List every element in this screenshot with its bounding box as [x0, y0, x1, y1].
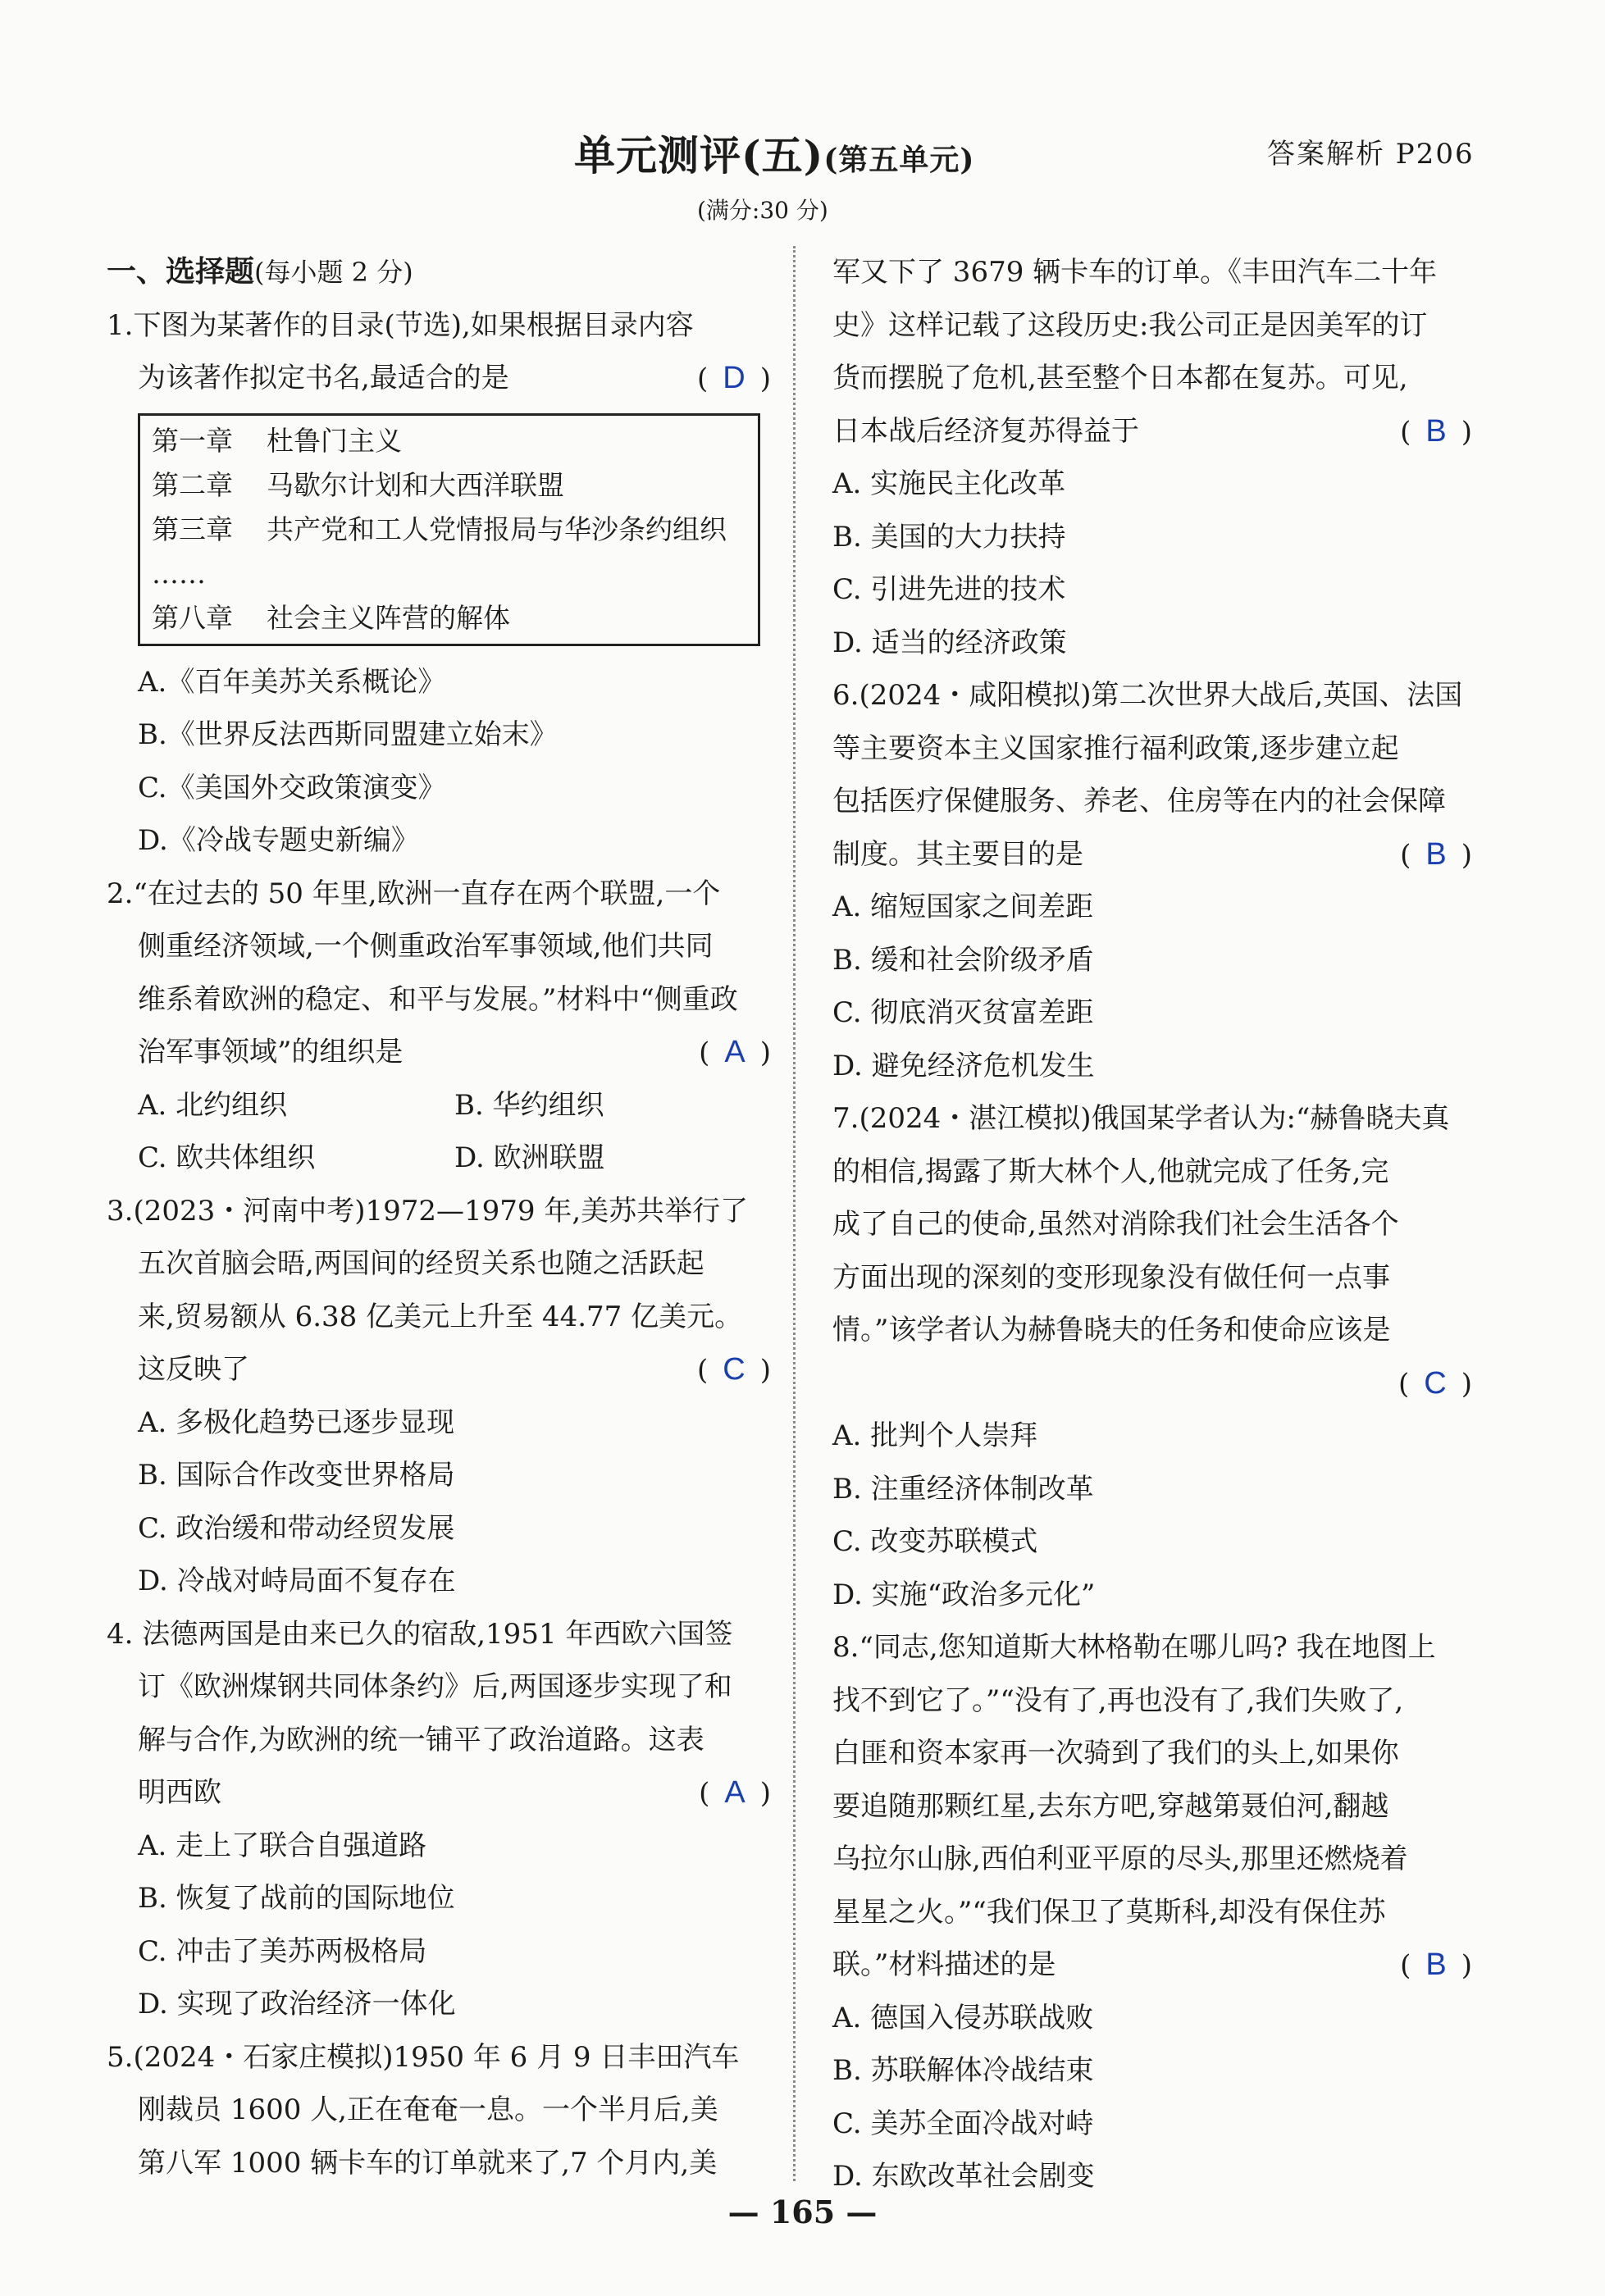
question-2 — [107, 868, 771, 1185]
table-of-contents-box — [138, 413, 760, 646]
option: B. 缓和社会阶级矛盾 — [832, 943, 1094, 977]
option: B. 恢复了战前的国际地位 — [138, 1882, 455, 1915]
option: A. 德国入侵苏联战败 — [832, 2001, 1094, 2034]
question-line — [832, 1938, 1472, 1992]
question-line: 刚裁员 1600 人,正在奄奄一息。一个半月后,美 — [138, 2093, 718, 2126]
option: A. 批判个人崇拜 — [832, 1419, 1038, 1452]
option: D. 避免经济危机发生 — [832, 1049, 1095, 1082]
toc-title: 杜鲁门主义 — [267, 424, 402, 457]
question-text: 联。”材料描述的是 — [832, 1948, 1056, 1981]
question-5 — [107, 2031, 771, 2190]
option: B. 苏联解体冷战结束 — [832, 2054, 1094, 2087]
question-line: 1.下图为某著作的目录(节选),如果根据目录内容 — [107, 308, 694, 342]
question-7 — [832, 1092, 1472, 1621]
question-line: 等主要资本主义国家推行福利政策,逐步建立起 — [832, 731, 1399, 765]
full-score: (满分:30 分) — [697, 197, 828, 224]
option: C. 欧共体组织 — [138, 1141, 316, 1174]
answer-reference: 答案解析 P206 — [1267, 138, 1475, 171]
question-line: 8.“同志,您知道斯大林格勒在哪儿吗? 我在地图上 — [832, 1631, 1436, 1664]
question-line — [107, 1343, 771, 1396]
option: B. 国际合作改变世界格局 — [138, 1459, 455, 1492]
answer-letter: A — [724, 1035, 746, 1069]
answer-letter: D — [723, 361, 746, 395]
option: A.《百年美苏关系概论》 — [138, 665, 446, 699]
answer-blank: ( C ) — [697, 1352, 771, 1387]
option: C. 政治缓和带动经贸发展 — [138, 1511, 455, 1545]
question-8 — [832, 1621, 1472, 2203]
question-line: 2.“在过去的 50 年里,欧洲一直存在两个联盟,一个 — [107, 877, 721, 910]
option: C. 美苏全面冷战对峙 — [832, 2107, 1094, 2140]
option: D. 欧洲联盟 — [454, 1141, 605, 1174]
toc-row — [152, 508, 746, 552]
question-line: 侧重经济领域,一个侧重政治军事领域,他们共同 — [138, 930, 714, 963]
question-6 — [832, 669, 1472, 1092]
column-divider — [793, 246, 796, 2181]
question-line: 货而摆脱了危机,甚至整个日本都在复苏。可见, — [832, 362, 1408, 394]
question-line: 星星之火。”“我们保卫了莫斯科,却没有保住苏 — [832, 1895, 1386, 1929]
page-title — [574, 123, 974, 182]
question-1 — [107, 299, 771, 868]
toc-row — [152, 552, 746, 596]
option: B. 美国的大力扶持 — [832, 520, 1066, 554]
question-line: 五次首脑会晤,两国间的经贸关系也随之活跃起 — [138, 1247, 704, 1280]
answer-blank: ( C ) — [1398, 1365, 1472, 1401]
option-row — [107, 1079, 771, 1132]
unit-subtitle: (第五单元) — [823, 143, 975, 177]
question-line: 3.(2023・河南中考)1972—1979 年,美苏共举行了 — [107, 1194, 749, 1228]
page-number: — 165 — — [727, 2194, 878, 2230]
option: B. 华约组织 — [454, 1088, 604, 1122]
question-5-continued — [832, 246, 1472, 669]
question-line: 订《欧洲煤钢共同体条约》后,两国逐步实现了和 — [138, 1670, 732, 1703]
answer-line — [832, 1357, 1472, 1410]
question-4 — [107, 1608, 771, 2031]
answer-letter: C — [723, 1352, 746, 1387]
question-line — [832, 828, 1472, 882]
toc-chapter: 第一章 — [152, 424, 233, 457]
question-line: 4. 法德两国是由来已久的宿敌,1951 年西欧六国签 — [107, 1617, 733, 1651]
page-header — [0, 123, 1605, 189]
question-line: 要追随那颗红星,去东方吧,穿越第聂伯河,翻越 — [832, 1789, 1389, 1823]
toc-title: 共产党和工人党情报局与华沙条约组织 — [267, 512, 727, 545]
question-line: 6.(2024・咸阳模拟)第二次世界大战后,英国、法国 — [832, 679, 1463, 712]
toc-chapter: 第八章 — [152, 601, 233, 634]
answer-letter: B — [1425, 413, 1447, 449]
question-line: 成了自己的使命,虽然对消除我们社会生活各个 — [832, 1208, 1399, 1241]
answer-blank: ( B ) — [1400, 413, 1472, 449]
option: C. 改变苏联模式 — [832, 1525, 1038, 1558]
answer-blank: ( B ) — [1400, 1947, 1472, 1982]
question-line: 第八军 1000 辆卡车的订单就来了,7 个月内,美 — [138, 2146, 718, 2180]
option: D. 实施“政治多元化” — [832, 1578, 1096, 1611]
question-line: 来,贸易额从 6.38 亿美元上升至 44.77 亿美元。 — [138, 1300, 743, 1333]
question-line: 维系着欧洲的稳定、和平与发展。”材料中“侧重政 — [138, 982, 738, 1016]
section-heading — [107, 246, 771, 299]
answer-blank: ( B ) — [1400, 836, 1472, 872]
question-line — [107, 1766, 771, 1820]
left-column — [107, 246, 771, 2189]
toc-row — [152, 463, 746, 508]
option: D.《冷战专题史新编》 — [138, 824, 419, 857]
toc-title: 社会主义阵营的解体 — [267, 601, 510, 634]
answer-blank: ( A ) — [699, 1775, 771, 1810]
question-text: 明西欧 — [138, 1776, 221, 1809]
question-line: 找不到它了。”“没有了,再也没有了,我们失败了, — [832, 1683, 1404, 1717]
question-line — [832, 405, 1472, 458]
question-line: 包括医疗保健服务、养老、住房等在内的社会保障 — [832, 785, 1446, 818]
answer-letter: B — [1425, 1947, 1447, 1982]
question-text: 为该著作拟定书名,最适合的是 — [138, 362, 509, 394]
right-column — [832, 246, 1472, 2203]
option: D. 冷战对峙局面不复存在 — [138, 1565, 456, 1597]
answer-blank: ( A ) — [699, 1035, 771, 1069]
option: A. 多极化趋势已逐步显现 — [138, 1405, 455, 1439]
option: B.《世界反法西斯同盟建立始末》 — [138, 718, 558, 751]
option-row — [107, 1132, 771, 1185]
toc-chapter: 第三章 — [152, 512, 233, 545]
option: A. 北约组织 — [138, 1088, 288, 1122]
option: A. 走上了联合自强道路 — [138, 1829, 427, 1862]
question-3 — [107, 1185, 771, 1608]
question-line: 史》这样记载了这段历史:我公司正是因美军的订 — [832, 308, 1428, 342]
option: C.《美国外交政策演变》 — [138, 771, 446, 804]
toc-title: 马歇尔计划和大西洋联盟 — [267, 468, 564, 501]
toc-ellipsis: …… — [152, 557, 206, 590]
section-points: (每小题 2 分) — [254, 257, 413, 288]
toc-chapter: 第二章 — [152, 468, 233, 501]
answer-blank: ( D ) — [697, 361, 771, 395]
question-line: 5.(2024・石家庄模拟)1950 年 6 月 9 日丰田汽车 — [107, 2040, 740, 2074]
option: D. 适当的经济政策 — [832, 626, 1067, 659]
option: A. 缩短国家之间差距 — [832, 891, 1094, 923]
question-line: 解与合作,为欧洲的统一铺平了政治道路。这表 — [138, 1723, 704, 1756]
question-text: 治军事领域”的组织是 — [138, 1036, 404, 1068]
toc-row — [152, 596, 746, 640]
option: C. 冲击了美苏两极格局 — [138, 1934, 427, 1968]
answer-letter: C — [1424, 1365, 1447, 1401]
question-line: 军又下了 3679 辆卡车的订单。《丰田汽车二十年 — [832, 256, 1438, 289]
question-text: 制度。其主要目的是 — [832, 837, 1083, 871]
question-line: 乌拉尔山脉,西伯利亚平原的尽头,那里还燃烧着 — [832, 1843, 1408, 1875]
answer-letter: A — [724, 1775, 746, 1810]
question-line: 的相信,揭露了斯大林个人,他就完成了任务,完 — [832, 1155, 1389, 1188]
question-line: 情。”该学者认为赫鲁晓夫的任务和使命应该是 — [832, 1314, 1391, 1346]
option: D. 实现了政治经济一体化 — [138, 1988, 456, 2020]
answer-letter: B — [1425, 836, 1447, 872]
question-text: 这反映了 — [138, 1353, 249, 1386]
section-title: 一、选择题 — [107, 255, 255, 289]
toc-row — [152, 419, 746, 463]
option: C. 引进先进的技术 — [832, 573, 1066, 606]
question-line: 方面出现的深刻的变形现象没有做任何一点事 — [832, 1260, 1390, 1294]
question-line: 7.(2024・湛江模拟)俄国某学者认为:“赫鲁晓夫真 — [832, 1102, 1450, 1135]
option: C. 彻底消灭贫富差距 — [832, 996, 1094, 1029]
question-line — [107, 352, 771, 405]
question-line — [107, 1026, 771, 1079]
option: B. 注重经济体制改革 — [832, 1472, 1094, 1506]
option: A. 实施民主化改革 — [832, 467, 1066, 500]
option: D. 东欧改革社会剧变 — [832, 2160, 1095, 2193]
question-line: 白匪和资本家再一次骑到了我们的头上,如果你 — [832, 1737, 1399, 1770]
unit-test-title: 单元测评(五) — [574, 131, 824, 180]
question-text: 日本战后经济复苏得益于 — [832, 414, 1139, 448]
